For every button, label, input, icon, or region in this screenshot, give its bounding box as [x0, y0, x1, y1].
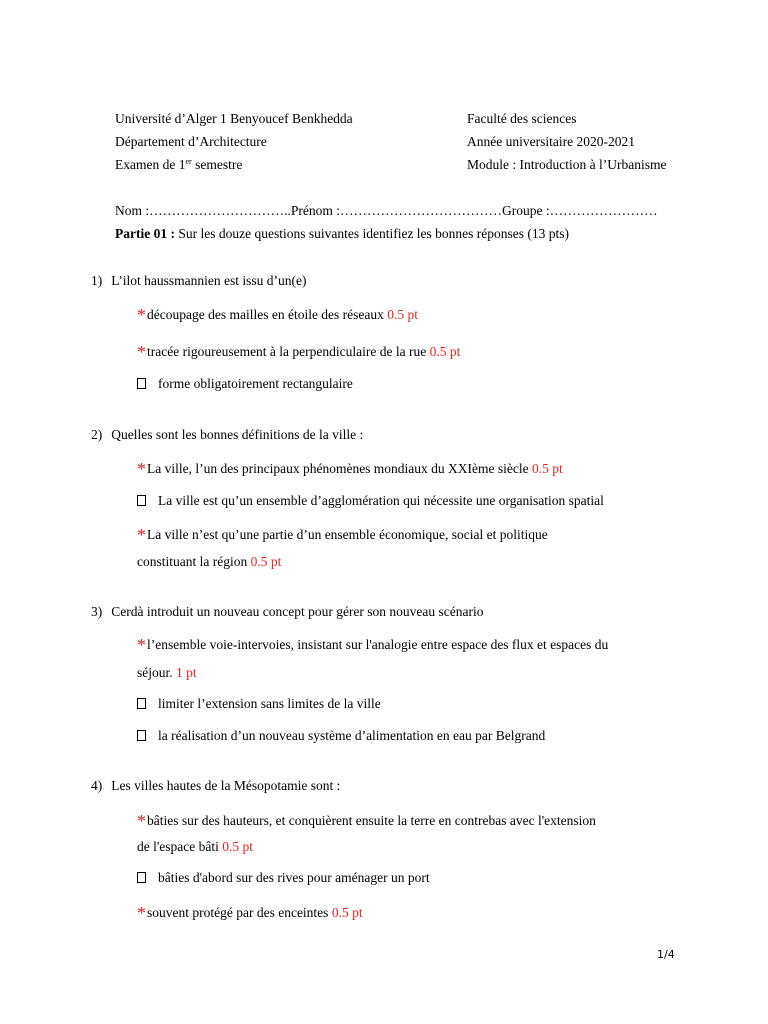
header-year: Année universitaire 2020-2021 — [467, 134, 635, 149]
header-exam: Examen de 1er semestre — [115, 157, 243, 172]
checkbox-icon — [137, 872, 146, 883]
header-university: Université d’Alger 1 Benyoucef Benkhedda — [115, 111, 353, 126]
correct-mark-icon: * — [137, 811, 146, 831]
answer-2c: *La ville n’est qu’une partie d’un ensemble économique, social et politique — [137, 525, 548, 545]
checkbox-icon — [137, 378, 146, 389]
student-info-line: Nom :…………………………..Prénom :………………………………Groupe :…………………… — [115, 203, 658, 218]
correct-mark-icon: * — [137, 903, 146, 923]
answer-3b: limiter l’extension sans limites de la ville — [137, 696, 381, 712]
header-department: Département d’Architecture — [115, 134, 267, 149]
question-1: 1) L’ilot haussmannien est issu d’un(e) — [91, 273, 307, 288]
answer-4b: bâties d'abord sur des rives pour aménager un port — [137, 870, 430, 886]
answer-1b: *tracée rigoureusement à la perpendiculaire de la rue 0.5 pt — [137, 342, 461, 362]
answer-4a: *bâties sur des hauteurs, et conquièrent ensuite la terre en contrebas avec l'extension — [137, 811, 596, 831]
question-4: 4) Les villes hautes de la Mésopotamie sont : — [91, 778, 341, 793]
correct-mark-icon: * — [137, 525, 146, 545]
answer-3a-continued: séjour. 1 pt — [137, 665, 197, 680]
answer-1a: *découpage des mailles en étoile des réseaux 0.5 pt — [137, 305, 419, 325]
answer-2a: *La ville, l’un des principaux phénomènes mondiaux du XXIème siècle 0.5 pt — [137, 459, 563, 479]
answer-3c: la réalisation d’un nouveau système d’alimentation en eau par Belgrand — [137, 728, 545, 744]
partie-heading: Partie 01 : Sur les douze questions suivantes identifiez les bonnes réponses (13 pts) — [115, 226, 570, 241]
answer-3a: *l’ensemble voie-intervoies, insistant sur l'analogie entre espace des flux et espaces du — [137, 635, 609, 655]
correct-mark-icon: * — [137, 342, 146, 362]
checkbox-icon — [137, 495, 146, 506]
answer-4a-continued: de l'espace bâti 0.5 pt — [137, 839, 254, 854]
checkbox-icon — [137, 698, 146, 709]
correct-mark-icon: * — [137, 459, 146, 479]
question-2: 2) Quelles sont les bonnes définitions de la ville : — [91, 427, 364, 442]
checkbox-icon — [137, 730, 146, 741]
answer-4c: *souvent protégé par des enceintes 0.5 pt — [137, 903, 363, 923]
answer-2c-continued: constituant la région 0.5 pt — [137, 554, 282, 569]
header-module: Module : Introduction à l’Urbanisme — [467, 157, 667, 172]
correct-mark-icon: * — [137, 305, 146, 325]
header-faculty: Faculté des sciences — [467, 111, 577, 126]
page-number: 1/4 — [657, 948, 675, 961]
question-3: 3) Cerdà introduit un nouveau concept pour gérer son nouveau scénario — [91, 604, 484, 619]
answer-1c: forme obligatoirement rectangulaire — [137, 376, 353, 392]
answer-2b: La ville est qu’un ensemble d’agglomération qui nécessite une organisation spatial — [137, 493, 604, 509]
correct-mark-icon: * — [137, 635, 146, 655]
